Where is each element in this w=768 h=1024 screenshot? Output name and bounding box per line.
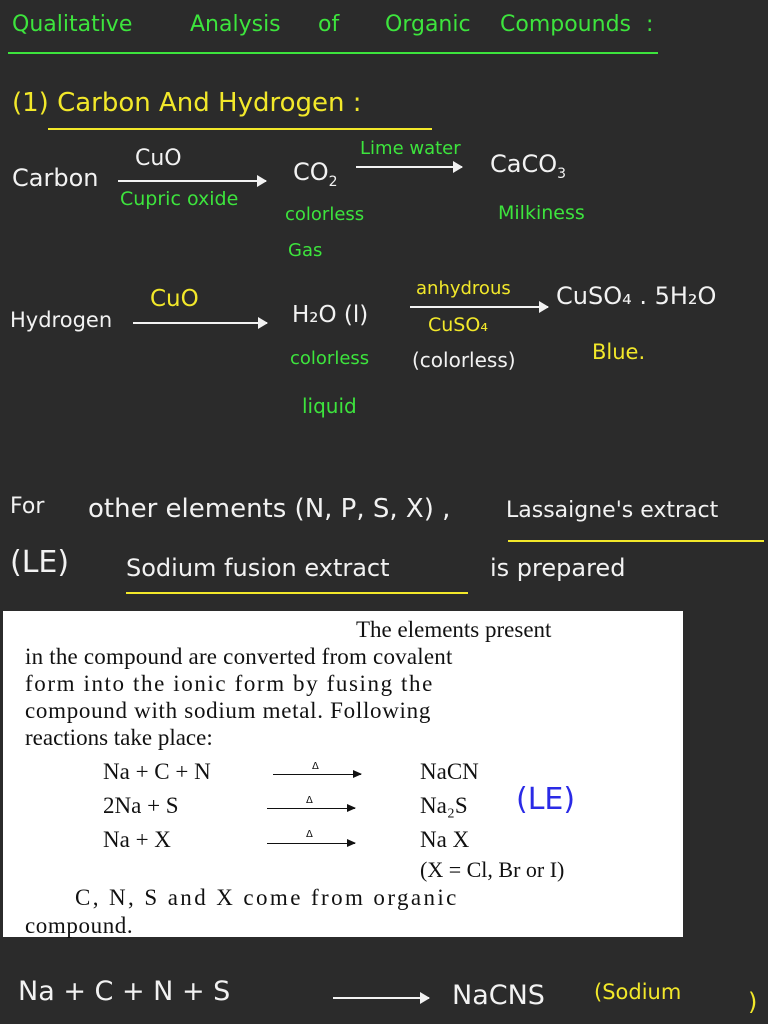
reaction-3-arrow <box>267 843 355 844</box>
lassaigne-underline-2 <box>126 592 468 594</box>
hydrogen-arrow-1 <box>133 322 267 324</box>
hydrogen-product-1-note-2: liquid <box>302 394 357 418</box>
hydrogen-product-1: H₂O (l) <box>292 302 369 328</box>
reaction-3-right: Na X <box>420 827 470 852</box>
carbon-arrow-1 <box>118 180 266 182</box>
bottom-note: (Sodium <box>594 980 682 1004</box>
section-heading-underline <box>48 128 432 130</box>
lassaigne-line2-le: (LE) <box>10 545 70 580</box>
bottom-arrow <box>333 997 429 999</box>
carbon-arrow-2 <box>356 166 462 168</box>
hydrogen-product-2: CuSO₄ . 5H₂O <box>556 282 717 310</box>
reaction-2-delta: Δ <box>306 795 313 806</box>
lassaigne-line2-prepared: is prepared <box>490 554 626 582</box>
bottom-right: NaCNS <box>452 980 545 1011</box>
reaction-2-arrow <box>267 808 355 809</box>
carbon-product-2-note: Milkiness <box>498 202 585 224</box>
carbon-reagent-top: CuO <box>135 146 182 171</box>
reaction-1-delta: Δ <box>312 761 319 772</box>
title-word-organic: Organic <box>385 12 471 37</box>
hydrogen-reagent-2-bottom: CuSO₄ <box>428 314 488 336</box>
hydrogen-label: Hydrogen <box>10 308 113 332</box>
hydrogen-product-2-note: Blue. <box>592 340 646 364</box>
bottom-paren-close: ) <box>748 988 758 1016</box>
section-heading: (1) Carbon And Hydrogen : <box>12 88 362 118</box>
title-word-of: of <box>318 12 340 37</box>
hydrogen-reagent-2-top: anhydrous <box>416 278 511 299</box>
title-word-qualitative: Qualitative <box>12 12 133 37</box>
title-word-compounds: Compounds <box>500 12 631 37</box>
lassaigne-line1-for: For <box>10 494 45 519</box>
reaction-2-left: 2Na + S <box>103 793 179 818</box>
para-line-5: reactions take place: <box>25 725 213 750</box>
lassaigne-line1-extract: Lassaigne's extract <box>506 498 719 523</box>
hydrogen-arrow-2 <box>410 306 548 308</box>
reaction-3-delta: Δ <box>306 829 313 840</box>
reaction-2-right: Na₂S <box>420 793 468 818</box>
reaction-1-left: Na + C + N <box>103 759 211 784</box>
carbon-label: Carbon <box>12 164 99 192</box>
reaction-3-left: Na + X <box>103 827 171 852</box>
hydrogen-reagent-top: CuO <box>150 286 199 312</box>
halogen-note: (X = Cl, Br or I) <box>420 857 565 882</box>
para-line-3: form into the ionic form by fusing the <box>25 671 434 696</box>
hydrogen-product-1-note-1: colorless <box>290 348 370 369</box>
reaction-1-right: NaCN <box>420 759 479 784</box>
carbon-reagent-bottom: Cupric oxide <box>120 188 239 210</box>
para-end-line-1: C, N, S and X come from organic <box>75 885 459 910</box>
textbook-excerpt <box>3 611 683 937</box>
le-annotation: (LE) <box>516 782 576 817</box>
para-line-1: The elements present <box>356 617 552 642</box>
carbon-product-2: CaCO$_3$ <box>490 150 567 182</box>
title-colon: : <box>646 12 654 37</box>
para-line-4: compound with sodium metal. Following <box>25 698 432 723</box>
lassaigne-line1-elements: other elements (N, P, S, X) , <box>88 494 451 524</box>
title-word-analysis: Analysis <box>190 12 281 37</box>
lassaigne-line2-fusion: Sodium fusion extract <box>126 554 390 582</box>
carbon-reagent-2: Lime water <box>360 138 461 159</box>
bottom-left: Na + C + N + S <box>18 976 231 1007</box>
para-end-line-2: compound. <box>25 913 134 938</box>
carbon-product-1: $CO_2$ <box>293 158 338 190</box>
lassaigne-underline-1 <box>508 540 764 542</box>
title-underline <box>8 52 658 54</box>
carbon-product-1-note-2: Gas <box>288 240 323 261</box>
para-line-2: in the compound are converted from covalent <box>25 644 453 669</box>
hydrogen-reagent-2-note: (colorless) <box>412 348 516 372</box>
carbon-product-1-note-1: colorless <box>285 204 365 225</box>
reaction-1-arrow <box>273 774 361 775</box>
